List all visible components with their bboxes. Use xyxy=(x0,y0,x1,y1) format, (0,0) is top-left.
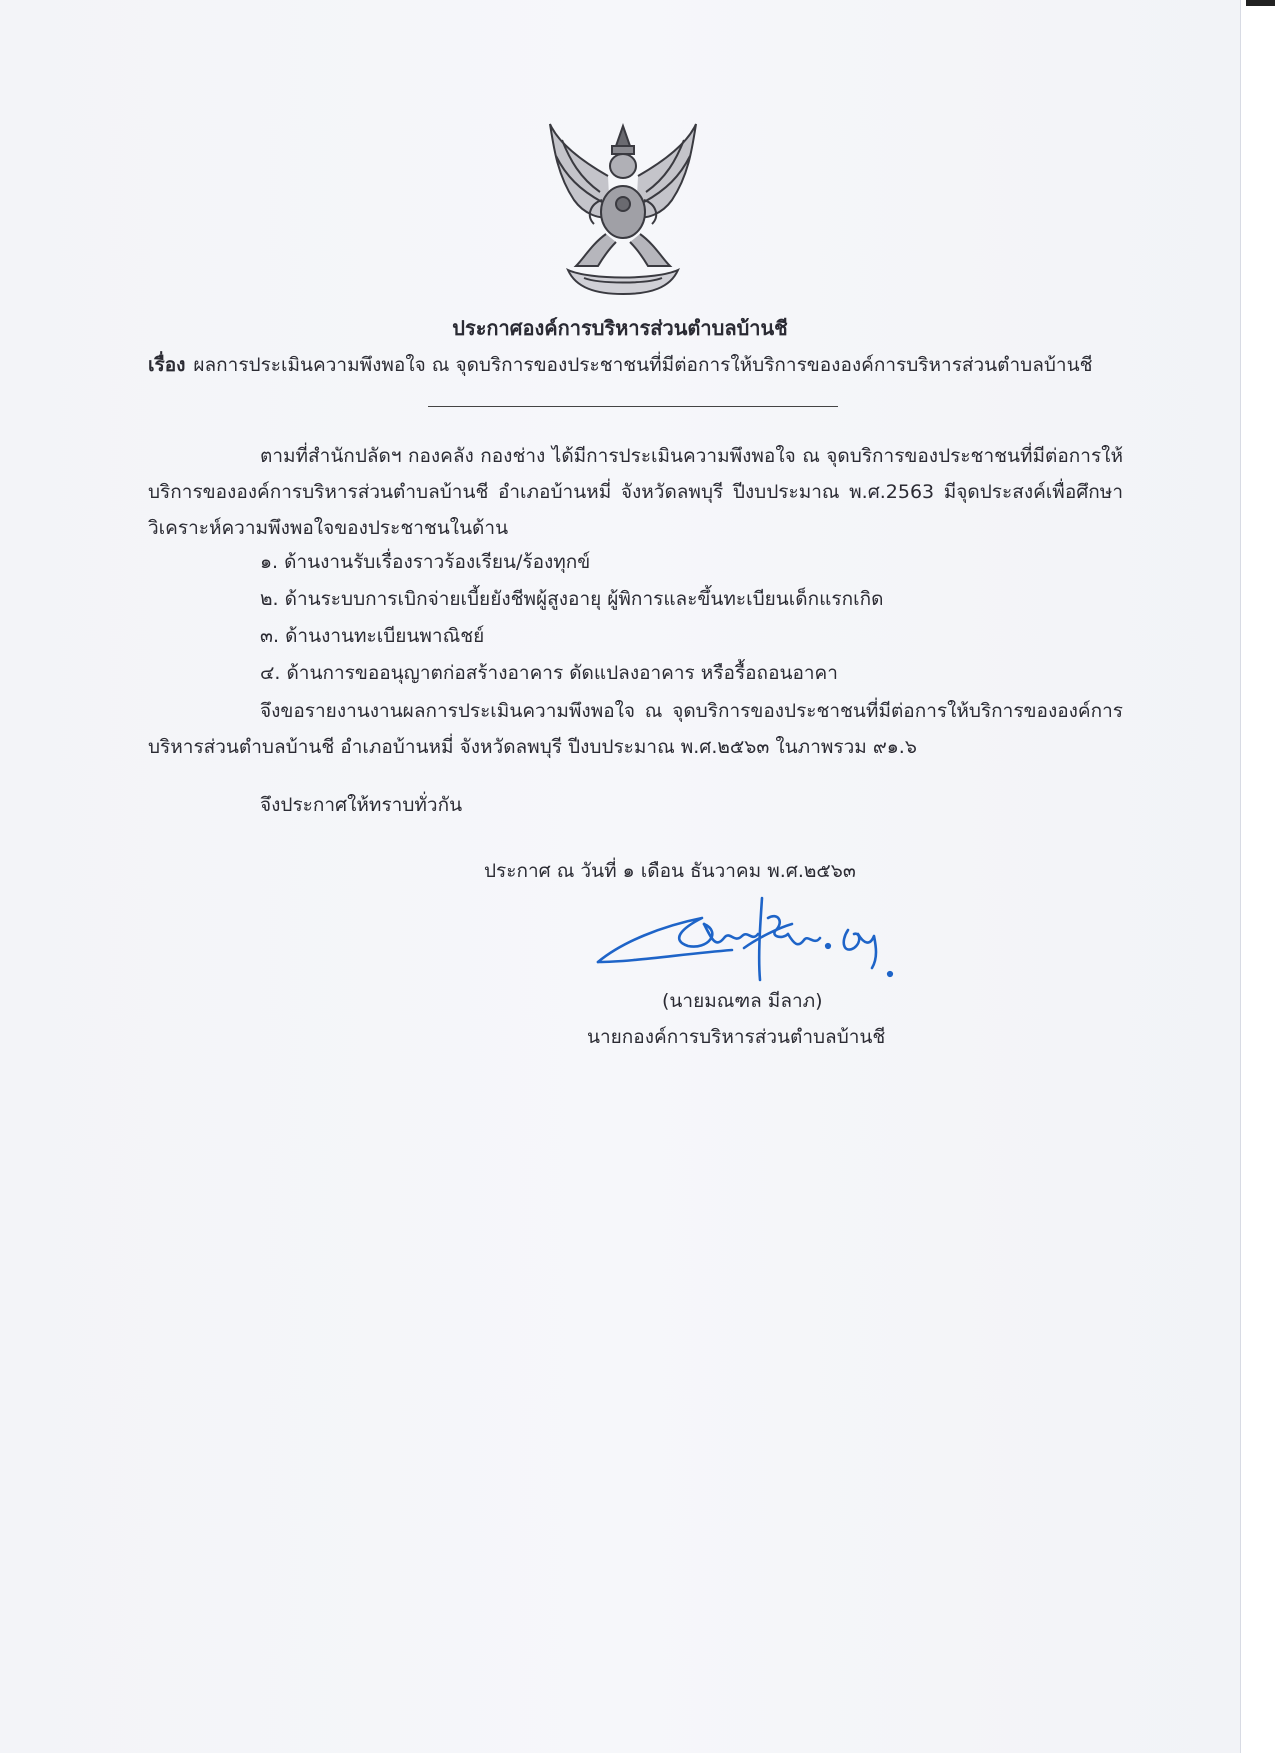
scanner-edge xyxy=(1240,0,1275,1753)
title-divider xyxy=(428,406,838,407)
list-item: ๔. ด้านการขออนุญาตก่อสร้างอาคาร ดัดแปลงอาคาร หรือรื้อถอนอาคา xyxy=(260,662,838,684)
paragraph-intro: ตามที่สำนักปลัดฯ กองคลัง กองช่าง ได้มีการประเมินความพึงพอใจ ณ จุดบริการของประชาชนที่มีต่อการให้บริการขององค์การบริหารส่วนตำบลบ้านชี อำเภอบ้านหมี่ จังหวัดลพบุรี ปีงบประมาณ พ.ศ.2563 มีจุดประสงค์เพื่อศึกษาวิเคราะห์ความพึงพอใจของประชาชนในด้าน xyxy=(148,445,1123,539)
assessment-list xyxy=(260,544,883,692)
subject-text: ผลการประเมินความพึงพอใจ ณ จุดบริการของประชาชนที่มีต่อการให้บริการขององค์การบริหารส่วนตำบลบ้านชี xyxy=(193,354,1093,376)
subject-label: เรื่อง xyxy=(148,354,186,376)
paragraph-result: จึงขอรายงานงานผลการประเมินความพึงพอใจ ณ จุดบริการของประชาชนที่มีต่อการให้บริการขององค์การบริหารส่วนตำบลบ้านชี อำเภอบ้านหมี่ จังหวัดลพบุรี ปีงบประมาณ พ.ศ.๒๕๖๓ ในภาพรวม ๙๑.๖ xyxy=(148,700,1123,758)
announcement-title: ประกาศองค์การบริหารส่วนตำบลบ้านชี xyxy=(452,316,788,340)
subject-line xyxy=(148,350,1128,380)
announcement-date: ประกาศ ณ วันที่ ๑ เดือน ธันวาคม พ.ศ.๒๕๖๓ xyxy=(484,860,856,882)
signer-name: (นายมณฑล มีลาภ) xyxy=(662,990,823,1012)
closing-line: จึงประกาศให้ทราบทั่วกัน xyxy=(260,794,463,816)
garuda-emblem-icon xyxy=(540,120,706,298)
list-item: ๓. ด้านงานทะเบียนพาณิชย์ xyxy=(260,625,485,647)
list-item: ๑. ด้านงานรับเรื่องราวร้องเรียน/ร้องทุกข์ xyxy=(260,551,591,573)
signer-title: นายกองค์การบริหารส่วนตำบลบ้านชี xyxy=(587,1026,886,1048)
scan-corner-mark xyxy=(1246,0,1275,6)
list-item: ๒. ด้านระบบการเบิกจ่ายเบี้ยยังชีพผู้สูงอายุ ผู้พิการและขึ้นทะเบียนเด็กแรกเกิด xyxy=(260,588,884,610)
